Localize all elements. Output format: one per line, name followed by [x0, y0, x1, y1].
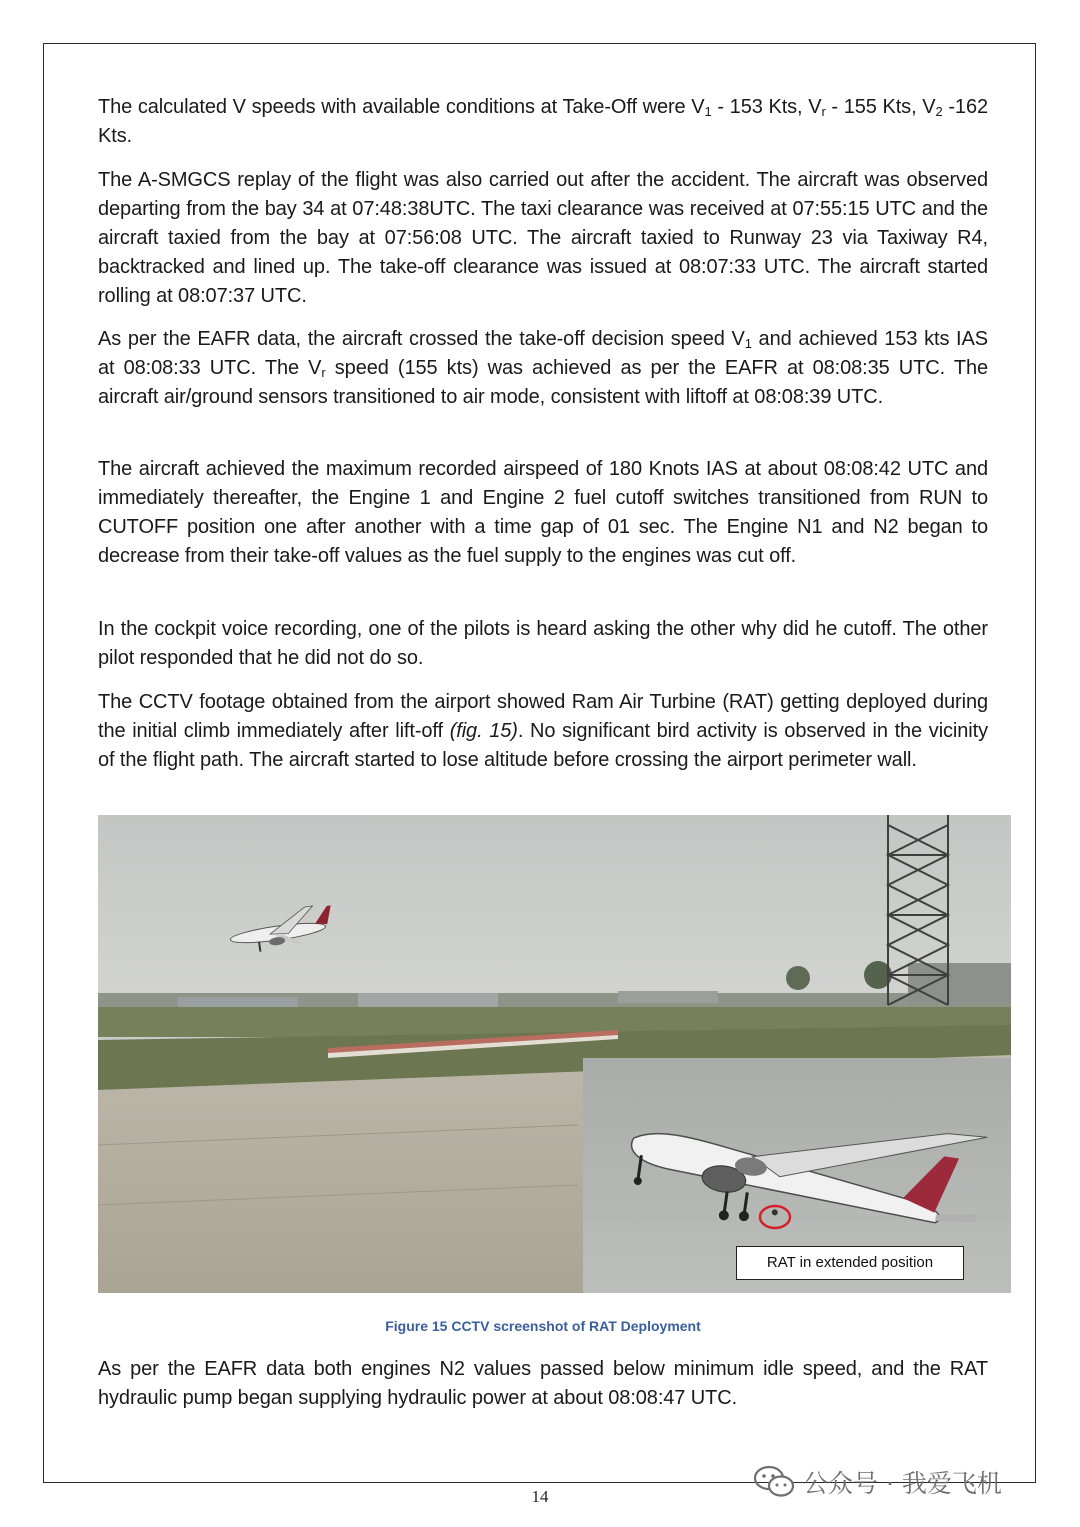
watermark — [753, 1460, 1002, 1504]
paragraph-cockpit-voice: In the cockpit voice recording, one of the pilots is heard asking the other why did he cutoff. The other pilot responded that he did not do so. — [98, 618, 988, 669]
figure-caption: Figure 15 CCTV screenshot of RAT Deployment — [385, 1318, 701, 1334]
wechat-icon — [753, 1464, 795, 1500]
paragraph-eafr-speeds: As per the EAFR data, the aircraft crossed the take-off decision speed $V_1$ and achieved 153 kts IAS at 08:08:33 UTC. The $V_r$ speed (155 kts) was achieved as per the EAFR at 08:08:35 UTC. The aircraft air/ground sensors transitioned to air mode, consistent with liftoff at 08:08:39 UTC. — [98, 328, 988, 408]
cctv-figure — [98, 815, 1011, 1293]
page-number: 14 — [531, 1487, 549, 1506]
paragraph-asmgcs-replay: The A-SMGCS replay of the flight was also carried out after the accident. The aircraft was observed departing from the bay 34 at 07:48:38UTC. The taxi clearance was received at 07:55:15 UTC and the aircraft taxied from the bay at 07:56:08 UTC. The aircraft taxied to Runway 23 via Taxiway R4, backtracked and lined up. The take-off clearance was issued at 08:07:33 UTC. The aircraft started rolling at 08:07:37 UTC. — [98, 169, 988, 307]
watermark-text: 公众号 · 我爱飞机 — [803, 1469, 1002, 1498]
rat-label: RAT in extended position — [736, 1246, 964, 1280]
paragraph-cctv-footage: The CCTV footage obtained from the airport showed Ram Air Turbine (RAT) getting deployed during the initial climb immediately after lift-off (fig. 15). No significant bird activity is observed in the vicinity of the flight path. The aircraft started to lose altitude before crossing the airport perimeter wall. — [98, 691, 989, 771]
cctv-scene — [98, 815, 1011, 1293]
paragraph-fuel-cutoff: The aircraft achieved the maximum recorded airspeed of 180 Knots IAS at about 08:08:42 UTC and immediately thereafter, the Engine 1 and Engine 2 fuel cutoff switches transitioned from RUN to CUTOFF position one after another with a time gap of 01 sec. The Engine N1 and N2 began to decrease from their take-off values as the fuel supply to the engines was cut off. — [98, 458, 988, 567]
paragraph-n2-rat-pump: As per the EAFR data both engines N2 values passed below minimum idle speed, and the RAT hydraulic pump began supplying hydraulic power at about 08:08:47 UTC. — [98, 1358, 988, 1409]
paragraph-v-speeds: The calculated V speeds with available conditions at Take-Off were $V_1 - 153$ Kts, $V_r - 155$ Kts, $V_2$ -162 Kts. — [98, 96, 988, 147]
